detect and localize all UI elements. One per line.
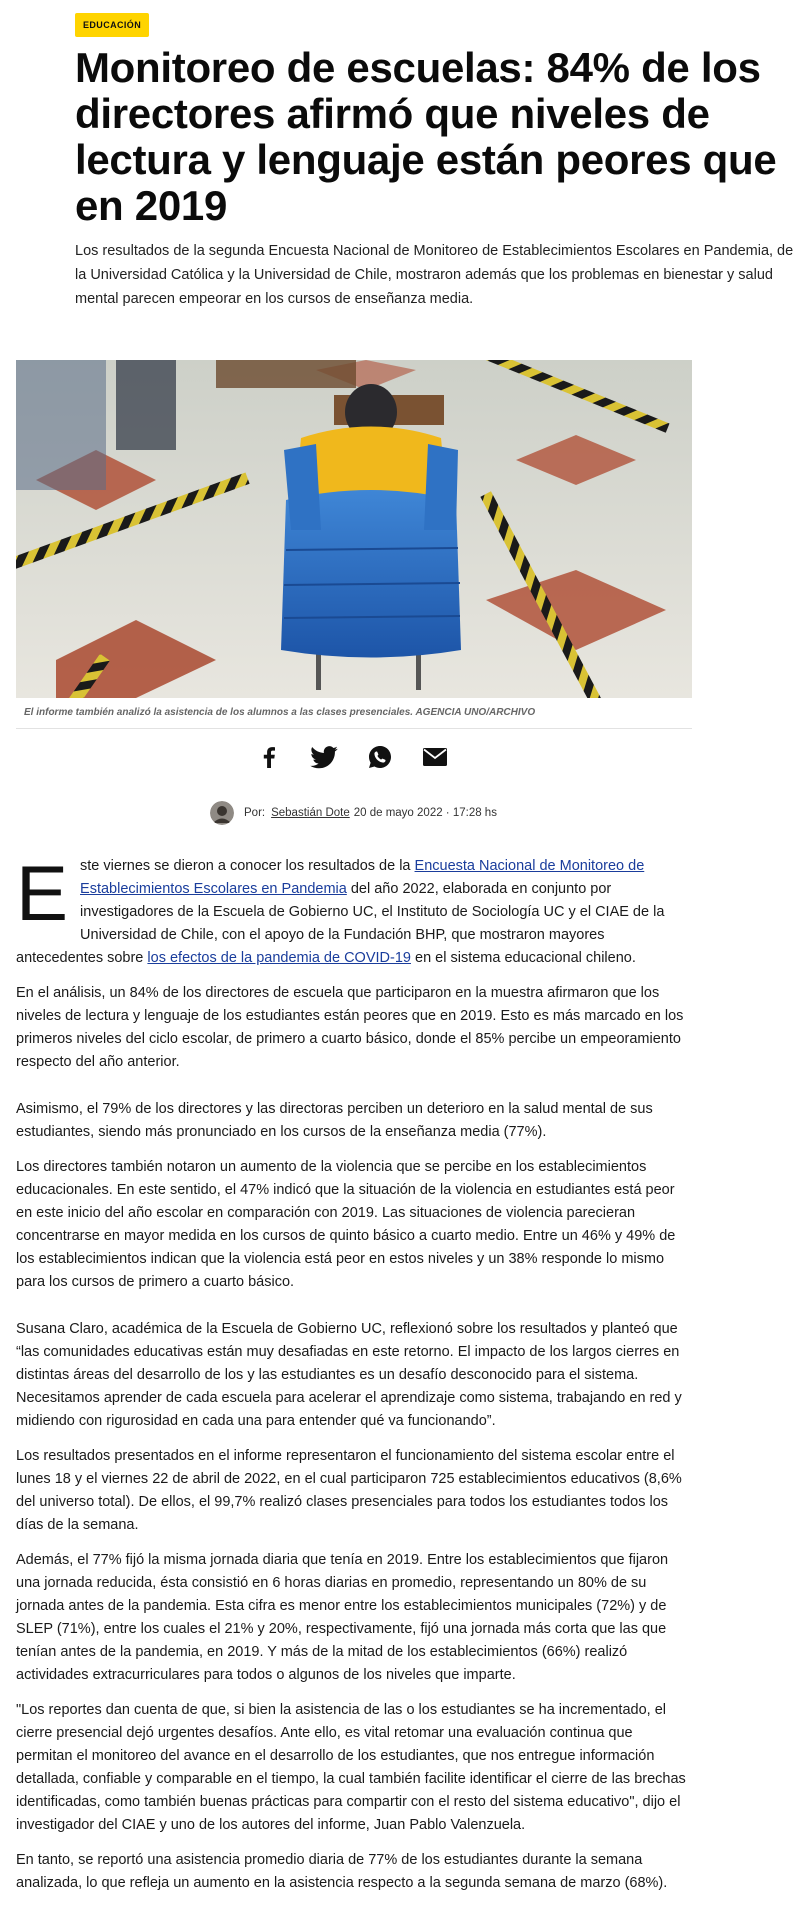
whatsapp-icon[interactable] [363,740,397,774]
article-body [16,849,692,1907]
headline: Monitoreo de escuelas: 84% de los directores afirmó que niveles de lectura y lenguaje están peores que en 2019 [75,44,777,229]
paragraph: Los resultados presentados en el informe representaron el funcionamiento del sistema escolar entre el lunes 18 y el viernes 22 de abril de 2022, en el cual participaron 725 establecimientos educativos (8,6% del universo total). De ellos, el 99,7% realizó clases presenciales para todos los estudiantes todos los días de la semana. [16,1448,682,1533]
survey-link[interactable]: Encuesta Nacional de Monitoreo de Establecimientos Escolares en Pandemia [80,858,645,897]
publish-date: 20 de mayo 2022 · 17:28 hs [353,807,497,819]
covid-effects-link[interactable]: los efectos de la pandemia de COVID-19 [147,950,411,966]
article-header [75,13,795,311]
paragraph: Los directores también notaron un aumento de la violencia que se percibe en los establecimientos educacionales. En este sentido, el 47% indicó que la situación de la violencia en estudiantes está peor en este inicio del año escolar en comparación con 2019. Las situaciones de violencia parecieran concentrarse en mayor medida en los cursos de quinto básico a cuarto medio. Entre un 46% y 49% de los establecimientos indican que la violencia está peor en estos niveles y un 38% responde lo mismo para los cursos de primero a cuarto básico. [16,1159,676,1290]
twitter-icon[interactable] [307,740,341,774]
drop-cap: E [16,849,69,937]
paragraph: Además, el 77% fijó la misma jornada diaria que tenía en 2019. Entre los establecimientos que fijaron una jornada reducida, ésta consistió en 6 horas diarias en promedio, representando un 80% de su jornada antes de la pandemia. Esta cifra es menor entre los establecimientos municipales (72%) y de SLEP (71%), entre los cuales el 21% y 20%, respectivamente, fijó una jornada más corta que las que tenían antes de la pandemia, en 2019. Y más de la mitad de los establecimientos (66%) realizó actividades extracurriculares para todos o algunos de los niveles que imparte. [16,1552,669,1683]
paragraph: "Los reportes dan cuenta de que, si bien la asistencia de las o los estudiantes se ha incrementado, el cierre presencial dejó urgentes desafíos. Ante ello, es vital retomar una evaluación continua que permitan el monitoreo del avance en el desarrollo de los estudiantes, que nos entregue información detallada, confiable y comparable en el tiempo, la cual también facilite identificar el cierre de las brechas identificadas, como también buenas prácticas para compartir con el resto del sistema educativo", dijo el investigador del CIAE y uno de los autores del informe, Juan Pablo Valenzuela. [16,1702,686,1833]
paragraph: Asimismo, el 79% de los directores y las directoras perciben un deterioro en la salud mental de sus estudiantes, siendo más pronunciado en los cursos de la enseñanza media (77%). [16,1101,653,1140]
lead-figure [16,360,692,729]
paragraph: En tanto, se reportó una asistencia promedio diaria de 77% de los estudiantes durante la semana analizada, lo que refleja un aumento en la asistencia respecto a la segunda semana de marzo (68%). [16,1852,668,1891]
paragraph: Susana Claro, académica de la Escuela de Gobierno UC, reflexionó sobre los resultados y planteó que “las comunidades educativas están muy desafiadas en este retorno. El impacto de los largos cierres en distintas áreas del desarrollo de los y las estudiantes es un desafío desconocido para el sistema. Necesitamos aprender de cada escuela para acelerar el aprendizaje como sistema, trabajando en red y midiendo con rigurosidad en cada una para entender qué va funcionando”. [16,1321,682,1429]
email-icon[interactable] [418,740,452,774]
section-tag[interactable]: EDUCACIÓN [75,13,149,37]
lead-photo [16,360,692,698]
byline [210,800,497,826]
byline-prefix: Por: [244,807,266,819]
photo-caption: El informe también analizó la asistencia de los alumnos a las clases presenciales. AGENCIA UNO/ARCHIVO [16,698,692,729]
share-bar [252,740,452,774]
author-avatar[interactable] [210,801,234,825]
author-link[interactable]: Sebastián Dote [271,807,350,819]
facebook-icon[interactable] [252,740,286,774]
paragraph: En el análisis, un 84% de los directores de escuela que participaron en la muestra afirmaron que los niveles de lectura y lenguaje de los estudiantes están peores que en 2019. Esto es más marcado en los primeros niveles del ciclo escolar, de primero a cuarto básico, donde el 85% percibe un empeoramiento respecto del año anterior. [16,985,684,1070]
deck: Los resultados de la segunda Encuesta Nacional de Monitoreo de Establecimientos Escolares en Pandemia, de la Universidad Católica y la Universidad de Chile, mostraron además que los problemas en bienestar y salud mental parecen empeorar en los cursos de enseñanza media. [75,243,794,307]
paragraph: Este viernes se dieron a conocer los resultados de la Encuesta Nacional de Monitoreo de Establecimientos Escolares en Pandemia del año 2022, elaborada en conjunto por investigadores de la Escuela de Gobierno UC, el Instituto de Sociología UC y el CIAE de la Universidad de Chile, con el apoyo de la Fundación BHP, que mostraron mayores antecedentes sobre los efectos de la pandemia de COVID-19 en el sistema educacional chileno. [16,849,665,966]
